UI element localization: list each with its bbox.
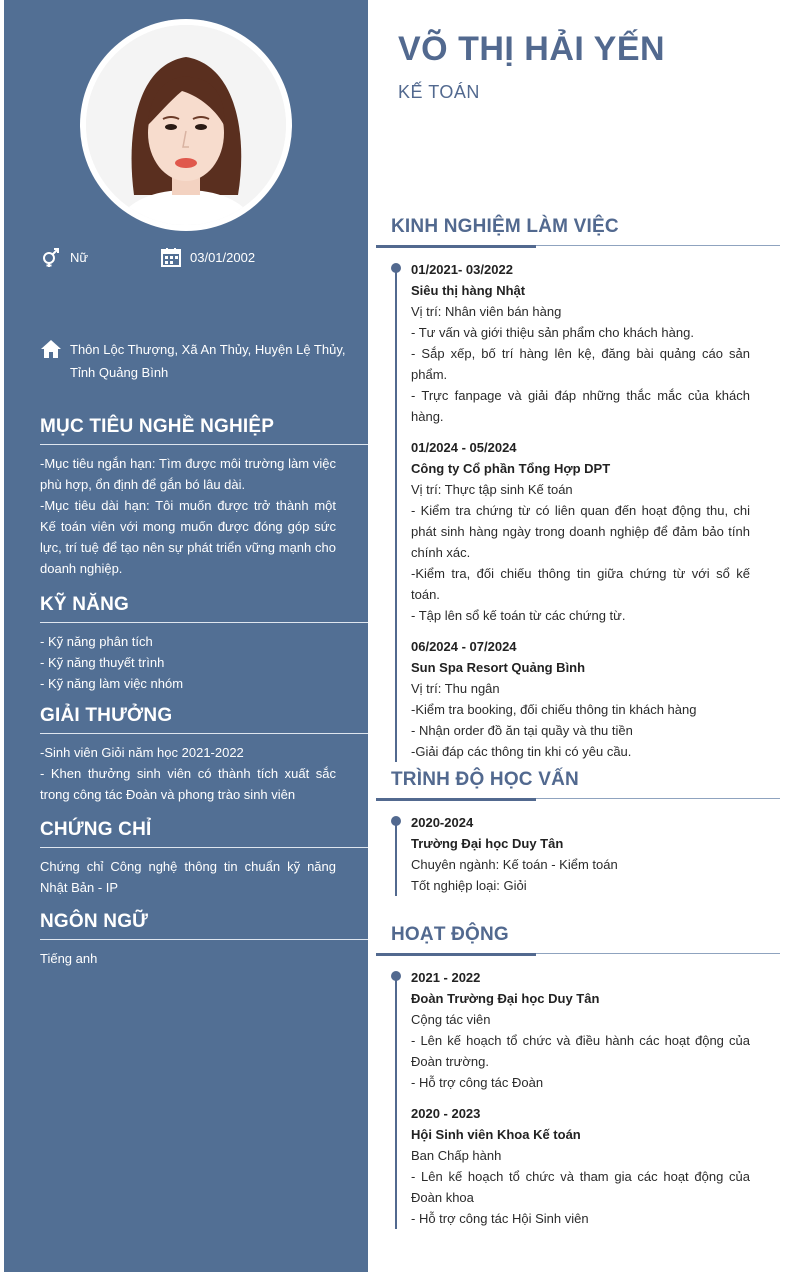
entry-detail: - Sắp xếp, bố trí hàng lên kệ, đăng bài quảng cáo sản phẩm. (411, 346, 750, 382)
awards-section (40, 705, 368, 805)
entry-detail: Tốt nghiệp loại: Giỏi (411, 878, 527, 893)
section-divider (376, 798, 780, 800)
entry-detail: Cộng tác viên (411, 1012, 491, 1027)
skills-heading: KỸ NĂNG (40, 594, 368, 623)
award-item: -Sinh viên Giỏi năm học 2021-2022 (40, 745, 244, 760)
languages-section (40, 911, 368, 969)
skill-item: - Kỹ năng phân tích (40, 634, 153, 649)
entry-org: Công ty Cổ phần Tổng Hợp DPT (411, 461, 611, 476)
award-item: - Khen thưởng sinh viên có thành tích xuất sắc trong công tác Đoàn và phong trào sinh viên (40, 766, 336, 802)
timeline-dot (391, 263, 401, 273)
certificates-section (40, 819, 368, 898)
activity-entry (411, 967, 750, 1093)
activity-entry (411, 1103, 750, 1229)
entry-date: 01/2021- 03/2022 (411, 262, 513, 277)
entry-detail: - Lên kế hoạch tổ chức và điều hành các hoạt động của Đoàn trường. (411, 1033, 750, 1069)
awards-heading: GIẢI THƯỞNG (40, 705, 368, 734)
address-info (40, 338, 350, 384)
home-icon (40, 338, 62, 360)
candidate-name: VÕ THỊ HẢI YẾN (398, 30, 666, 68)
entry-org: Trường Đại học Duy Tân (411, 836, 564, 851)
entry-date: 01/2024 - 05/2024 (411, 440, 517, 455)
calendar-icon (160, 246, 182, 268)
timeline-line (395, 818, 397, 896)
activities-section (376, 924, 780, 1229)
entry-detail: Vị trí: Thu ngân (411, 681, 500, 696)
sidebar (4, 0, 368, 1272)
timeline-dot (391, 816, 401, 826)
experience-timeline (376, 259, 780, 762)
activities-timeline (376, 967, 780, 1229)
certificates-heading: CHỨNG CHỈ (40, 819, 368, 848)
entry-org: Đoàn Trường Đại học Duy Tân (411, 991, 600, 1006)
experience-entry (411, 437, 750, 626)
address-text: Thôn Lộc Thượng, Xã An Thủy, Huyện Lệ Thủy, Tỉnh Quảng Bình (70, 342, 346, 380)
timeline-line (395, 265, 397, 762)
skills-section (40, 594, 368, 694)
entry-date: 2021 - 2022 (411, 970, 481, 985)
objective-line: -Mục tiêu ngắn hạn: Tìm được môi trường làm việc phù hợp, ổn định để gắn bó lâu dài. (40, 456, 336, 492)
education-entry (411, 812, 750, 896)
entry-detail: - Nhận order đồ ăn tại quầy và thu tiền (411, 723, 633, 738)
education-section (376, 769, 780, 896)
entry-date: 2020-2024 (411, 815, 474, 830)
experience-heading: KINH NGHIỆM LÀM VIỆC (391, 216, 619, 237)
education-timeline (376, 812, 780, 896)
entry-detail: Vị trí: Thực tập sinh Kế toán (411, 482, 573, 497)
gender-info (40, 246, 88, 268)
avatar-frame (80, 19, 292, 231)
skill-item: - Kỹ năng thuyết trình (40, 655, 165, 670)
skill-item: - Kỹ năng làm việc nhóm (40, 676, 184, 691)
entry-detail: Chuyên ngành: Kế toán - Kiểm toán (411, 857, 618, 872)
objective-line: -Mục tiêu dài hạn: Tôi muốn được trở thành một Kế toán viên với mong muốn được đóng góp sức lực, trí tuệ để tạo nên sự phát triển vững mạnh cho doanh nghiệp. (40, 498, 336, 576)
entry-detail: Ban Chấp hành (411, 1148, 502, 1163)
certificate-item: Chứng chỉ Công nghệ thông tin chuẩn kỹ năng Nhật Bản - IP (40, 859, 336, 895)
experience-section (376, 216, 780, 762)
entry-detail: -Kiểm tra, đối chiếu thông tin giữa chứng từ với sổ kế toán. (411, 566, 750, 602)
gender-icon (40, 246, 62, 268)
job-title: KẾ TOÁN (398, 82, 480, 102)
entry-detail: - Tập lên sổ kế toán từ các chứng từ. (411, 608, 626, 623)
gender-text: Nữ (70, 249, 89, 265)
entry-detail: - Trực fanpage và giải đáp những thắc mắc của khách hàng. (411, 388, 750, 424)
languages-heading: NGÔN NGỮ (40, 911, 368, 940)
entry-detail: - Hỗ trợ công tác Hội Sinh viên (411, 1211, 589, 1226)
entry-detail: -Kiểm tra booking, đối chiếu thông tin khách hàng (411, 702, 697, 717)
language-item: Tiếng anh (40, 951, 98, 966)
section-divider (376, 245, 780, 247)
birthdate-info (160, 246, 255, 268)
avatar (86, 25, 286, 225)
entry-detail: - Lên kế hoạch tổ chức và tham gia các hoạt động của Đoàn khoa (411, 1169, 750, 1205)
timeline-dot (391, 971, 401, 981)
activities-heading: HOẠT ĐỘNG (391, 924, 509, 945)
experience-entry (411, 259, 750, 427)
entry-org: Sun Spa Resort Quảng Bình (411, 660, 586, 675)
entry-detail: Vị trí: Nhân viên bán hàng (411, 304, 562, 319)
entry-detail: - Kiểm tra chứng từ có liên quan đến hoạt động thu, chi phát sinh hàng ngày trong doanh nghiệp để đảm bảo tính chính xác. (411, 503, 750, 560)
entry-date: 06/2024 - 07/2024 (411, 639, 517, 654)
timeline-line (395, 973, 397, 1229)
entry-org: Hội Sinh viên Khoa Kế toán (411, 1127, 581, 1142)
entry-detail: - Hỗ trợ công tác Đoàn (411, 1075, 544, 1090)
entry-detail: -Giải đáp các thông tin khi có yêu cầu. (411, 744, 632, 759)
entry-date: 2020 - 2023 (411, 1106, 481, 1121)
entry-detail: - Tư vấn và giới thiệu sản phẩm cho khách hàng. (411, 325, 694, 340)
entry-org: Siêu thị hàng Nhật (411, 283, 526, 298)
objective-heading: MỤC TIÊU NGHỀ NGHIỆP (40, 416, 368, 445)
birthdate-text: 03/01/2002 (190, 249, 256, 265)
section-divider (376, 953, 780, 955)
education-heading: TRÌNH ĐỘ HỌC VẤN (391, 769, 579, 790)
objective-section (40, 416, 368, 579)
experience-entry (411, 636, 750, 762)
